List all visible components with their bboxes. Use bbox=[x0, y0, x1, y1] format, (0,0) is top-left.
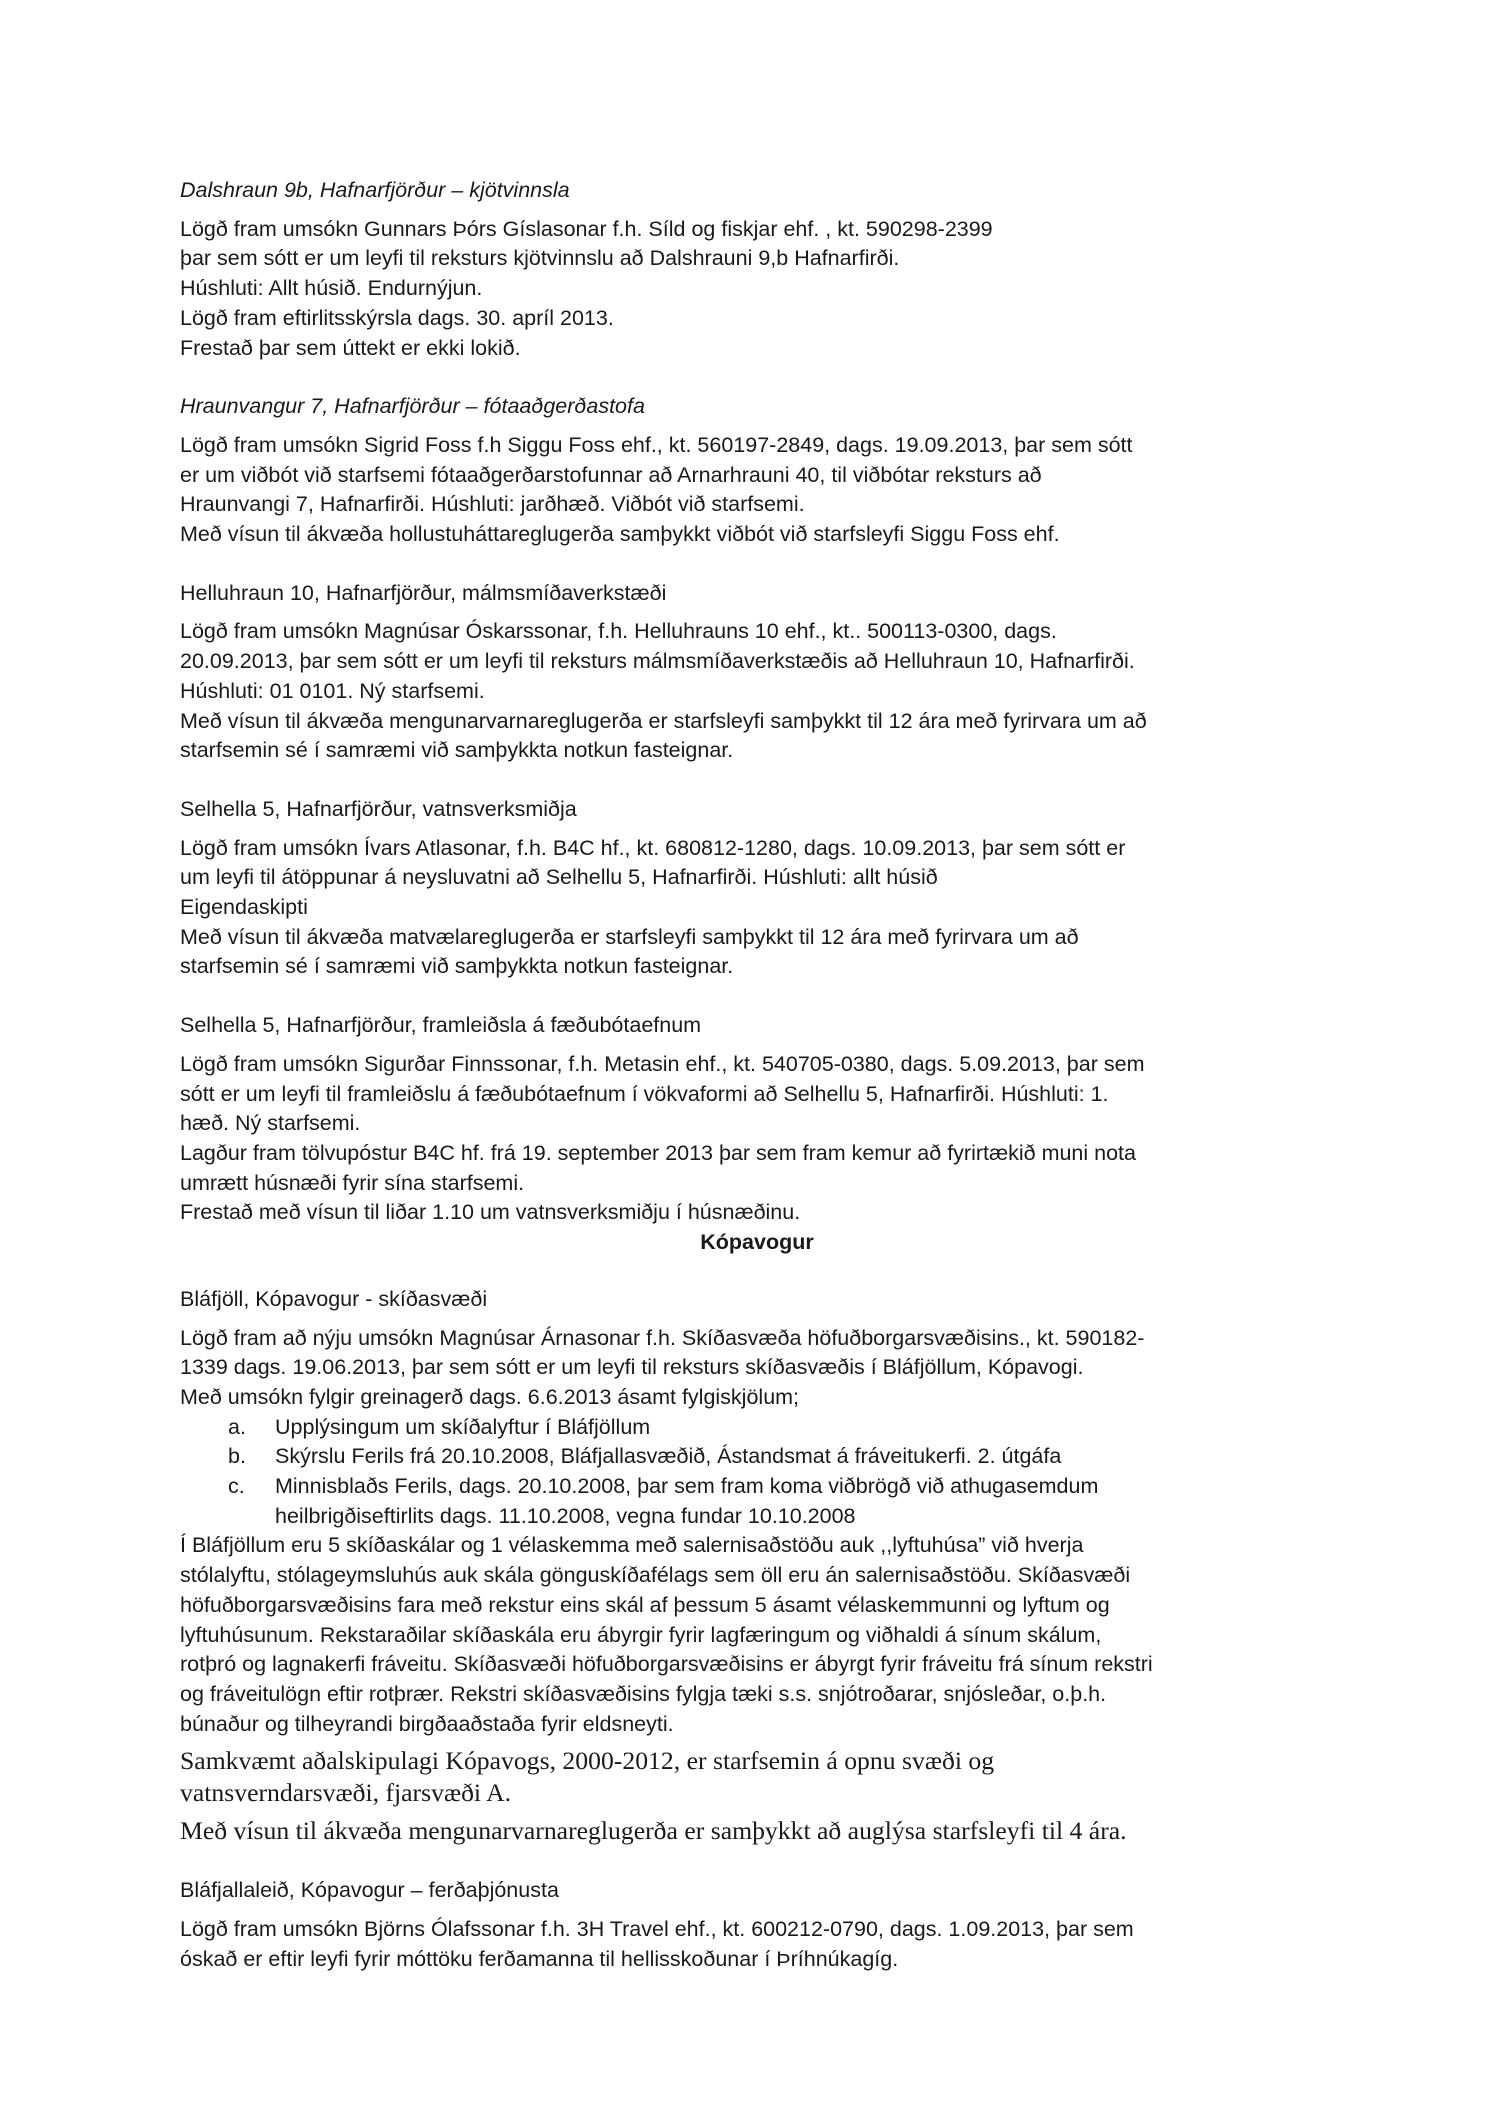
section-selhella-vatnsverksmidja bbox=[180, 795, 1334, 982]
text-line: Lögð fram umsókn Sigrid Foss f.h Siggu Foss ehf., kt. 560197-2849, dags. 19.09.2013, þar sem sótt bbox=[180, 432, 1133, 457]
text-line: Í Bláfjöllum eru 5 skíðaskálar og 1 vélaskemma með salernisaðstöðu auk ,,lyftuhúsa” við hverja bbox=[180, 1533, 1084, 1558]
section-heading: Helluhraun 10, Hafnarfjörður, málmsmíðaverkstæði bbox=[180, 580, 667, 605]
list-item-text bbox=[275, 1472, 1334, 1531]
text-line: starfsemin sé í samræmi við samþykkta notkun fasteignar. bbox=[180, 954, 734, 979]
text-line: heilbrigðiseftirlits dags. 11.10.2008, vegna fundar 10.10.2008 bbox=[275, 1503, 856, 1528]
text-line: sótt er um leyfi til framleiðslu á fæðubótaefnum í vökvaformi að Selhellu 5, Hafnarfirði. Húshluti: 1. bbox=[180, 1081, 1109, 1106]
list-item-text bbox=[275, 1442, 1334, 1472]
text-line: Lögð fram umsókn Sigurðar Finnssonar, f.h. Metasin ehf., kt. 540705-0380, dags. 5.09.2013, þar sem bbox=[180, 1051, 1145, 1076]
text-line: Með vísun til ákvæða matvælareglugerða er starfsleyfi samþykkt til 12 ára með fyrirvara um að bbox=[180, 924, 1079, 949]
section-heading: Hraunvangur 7, Hafnarfjörður – fótaaðgerðastofa bbox=[180, 394, 645, 419]
text-line: 20.09.2013, þar sem sótt er um leyfi til reksturs málmsmíðaverkstæðis að Helluhraun 10, Hafnarfirði. bbox=[180, 649, 1135, 674]
text-line: Húshluti: Allt húsið. Endurnýjun. bbox=[180, 276, 483, 301]
text-line: Lagður fram tölvupóstur B4C hf. frá 19. september 2013 þar sem fram kemur að fyrirtækið muni nota bbox=[180, 1140, 1136, 1165]
list-marker: a. bbox=[228, 1414, 246, 1439]
section-body bbox=[180, 1050, 1334, 1228]
text-line: Lögð fram að nýju umsókn Magnúsar Árnasonar f.h. Skíðasvæða höfuðborgarsvæðisins., kt. 590182- bbox=[180, 1325, 1145, 1350]
text-line: Upplýsingum um skíðalyftur í Bláfjöllum bbox=[275, 1414, 651, 1439]
text-line: Lögð fram umsókn Magnúsar Óskarssonar, f.h. Helluhrauns 10 ehf., kt.. 500113-0300, dags. bbox=[180, 619, 1057, 644]
text-line: Eigendaskipti bbox=[180, 895, 308, 920]
text-line: um leyfi til átöppunar á neysluvatni að Selhellu 5, Hafnarfirði. Húshluti: allt húsið bbox=[180, 865, 938, 890]
zoning-paragraph bbox=[180, 1745, 1334, 1809]
list-item bbox=[180, 1413, 1334, 1443]
section-blafjoll bbox=[180, 1285, 1334, 1848]
text-line: Lögð fram umsókn Ívars Atlasonar, f.h. B4C hf., kt. 680812-1280, dags. 10.09.2013, þar sem sótt er bbox=[180, 835, 1126, 860]
text-line: búnaður og tilheyrandi birgðaaðstaða fyrir eldsneyti. bbox=[180, 1711, 674, 1736]
list-item bbox=[180, 1472, 1334, 1531]
text-line: Lögð fram umsókn Gunnars Þórs Gíslasonar f.h. Síld og fiskjar ehf. , kt. 590298-2399 bbox=[180, 216, 993, 241]
text-line: Húshluti: 01 0101. Ný starfsemi. bbox=[180, 678, 485, 703]
section-body bbox=[180, 431, 1334, 550]
list-marker: c. bbox=[228, 1474, 245, 1499]
attachments-list bbox=[180, 1413, 1334, 1532]
zoning-note bbox=[180, 1745, 1334, 1847]
text-line: Með umsókn fylgir greinagerð dags. 6.6.2013 ásamt fylgiskjölum; bbox=[180, 1384, 800, 1409]
text-line: Minnisblaðs Ferils, dags. 20.10.2008, þar sem fram koma viðbrögð við athugasemdum bbox=[275, 1474, 1099, 1499]
text-line: Skýrslu Ferils frá 20.10.2008, Bláfjallasvæðið, Ástandsmat á fráveitukerfi. 2. útgáfa bbox=[275, 1444, 1062, 1469]
list-item-text bbox=[275, 1413, 1334, 1443]
text-line: Hraunvangi 7, Hafnarfirði. Húshluti: jarðhæð. Viðbót við starfsemi. bbox=[180, 492, 805, 517]
text-line: Samkvæmt aðalskipulagi Kópavogs, 2000-2012, er starfsemin á opnu svæði og bbox=[180, 1746, 995, 1776]
section-body bbox=[180, 834, 1334, 983]
text-line: og fráveitulögn eftir rotþrær. Rekstri skíðasvæðisins fylgja tæki s.s. snjótroðarar, snjósleðar, o.þ.h. bbox=[180, 1681, 1107, 1706]
text-line: óskað er eftir leyfi fyrir móttöku ferðamanna til hellisskoðunar í Þríhnúkagíg. bbox=[180, 1946, 899, 1971]
text-line: 1339 dags. 19.06.2013, þar sem sótt er um leyfi til reksturs skíðasvæðis í Bláfjöllum, Kópavogi. bbox=[180, 1355, 1084, 1380]
section-blafjallaleid bbox=[180, 1876, 1334, 1974]
text-line: rotþró og lagnakerfi fráveitu. Skíðasvæði höfuðborgarsvæðisins er ábyrgt fyrir fráveitu frá sínum rekstri bbox=[180, 1652, 1153, 1677]
section-heading: Dalshraun 9b, Hafnarfjörður – kjötvinnsla bbox=[180, 178, 570, 202]
text-line: Með vísun til ákvæða hollustuháttareglugerða samþykkt viðbót við starfsleyfi Siggu Foss ehf. bbox=[180, 522, 1060, 547]
text-line: er um viðbót við starfsemi fótaaðgerðarstofunnar að Arnarhrauni 40, til viðbótar reksturs að bbox=[180, 462, 1042, 487]
text-line: Með vísun til ákvæða mengunarvarnareglugerða er starfsleyfi samþykkt til 12 ára með fyrirvara um að bbox=[180, 708, 1147, 733]
section-heading: Selhella 5, Hafnarfjörður, vatnsverksmiðja bbox=[180, 796, 577, 821]
section-body bbox=[180, 617, 1334, 766]
text-line: umrætt húsnæði fyrir sína starfsemi. bbox=[180, 1170, 525, 1195]
text-line: Frestað þar sem úttekt er ekki lokið. bbox=[180, 335, 521, 360]
section-hraunvangur bbox=[180, 392, 1334, 550]
text-line: starfsemin sé í samræmi við samþykkta notkun fasteignar. bbox=[180, 738, 734, 763]
text-line: þar sem sótt er um leyfi til reksturs kjötvinnslu að Dalshrauni 9,b Hafnarfirði. bbox=[180, 246, 900, 271]
text-line: stólalyftu, stólageymsluhús auk skála gönguskíðafélags sem öll eru án salernisaðstöðu. Skíðasvæði bbox=[180, 1563, 1131, 1588]
section-heading: Bláfjallaleið, Kópavogur – ferðaþjónusta bbox=[180, 1878, 559, 1903]
text-line: vatnsverndarsvæði, fjarsvæði A. bbox=[180, 1778, 512, 1808]
text-line: Lögð fram eftirlitsskýrsla dags. 30. apríl 2013. bbox=[180, 305, 614, 330]
text-line: hæð. Ný starfsemi. bbox=[180, 1111, 361, 1136]
list-item bbox=[180, 1442, 1334, 1472]
text-line: höfuðborgarsvæðisins fara með rekstur eins skál af þessum 5 ásamt vélaskemmunni og lyftum og bbox=[180, 1592, 1110, 1617]
text-line: lyftuhúsunum. Rekstaraðilar skíðaskála eru ábyrgir fyrir lagfæringum og viðhaldi á sínum skálum, bbox=[180, 1622, 1102, 1647]
section-helluhraun bbox=[180, 579, 1334, 766]
list-marker: b. bbox=[228, 1444, 246, 1469]
section-body bbox=[180, 215, 1334, 364]
section-heading: Selhella 5, Hafnarfjörður, framleiðsla á fæðubótaefnum bbox=[180, 1013, 702, 1038]
section-dalshraun bbox=[180, 176, 1334, 363]
section-heading: Bláfjöll, Kópavogur - skíðasvæði bbox=[180, 1286, 488, 1311]
text-line: Frestað með vísun til liðar 1.10 um vatnsverksmiðju í húsnæðinu. bbox=[180, 1200, 801, 1225]
region-title: Kópavogur bbox=[700, 1230, 814, 1255]
decision-paragraph: Með vísun til ákvæða mengunarvarnareglugerða er samþykkt að auglýsa starfsleyfi til 4 ára. bbox=[180, 1816, 1127, 1846]
section-body bbox=[180, 1915, 1334, 1974]
text-line: Lögð fram umsókn Björns Ólafssonar f.h. 3H Travel ehf., kt. 600212-0790, dags. 1.09.2013, þar sem bbox=[180, 1917, 1134, 1942]
section-selhella-faedubotaefni bbox=[180, 1011, 1334, 1228]
section-body bbox=[180, 1324, 1334, 1848]
document-page bbox=[180, 176, 1334, 2003]
